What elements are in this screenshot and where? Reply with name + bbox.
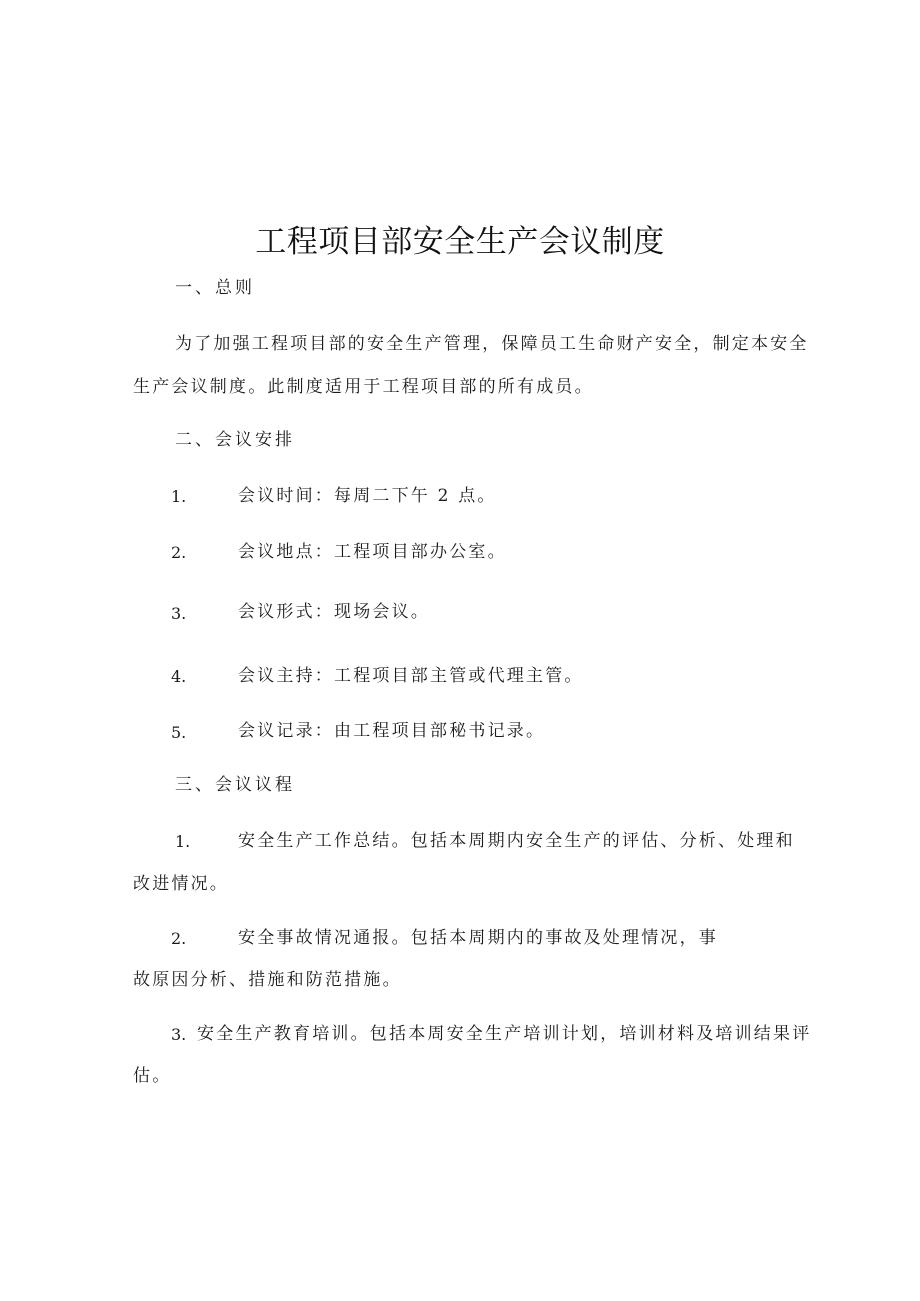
agenda-item-incident-line-1: 安全事故情况通报。包括本周期内的事故及处理情况，事	[238, 928, 718, 948]
agenda-item-summary-line-2: 改进情况。	[133, 874, 229, 894]
section-heading-general: 一、总则	[175, 278, 255, 298]
section-heading-agenda: 三、会议议程	[175, 775, 295, 795]
arrangement-item-number: 4.	[171, 667, 187, 686]
agenda-item-training-line-2: 估。	[133, 1066, 172, 1086]
agenda-item-number: 1.	[175, 832, 191, 851]
agenda-item-summary-line-1: 安全生产工作总结。包括本周期内安全生产的评估、分析、处理和	[238, 831, 795, 851]
arrangement-item-number: 1.	[171, 487, 187, 506]
section-heading-arrangement: 二、会议安排	[175, 430, 295, 450]
agenda-item-training-line-1: 安全生产教育培训。包括本周安全生产培训计划，培训材料及培训结果评	[197, 1024, 812, 1044]
arrangement-item-number: 3.	[171, 604, 187, 623]
agenda-item-incident-line-2: 故原因分析、措施和防范措施。	[133, 970, 402, 990]
arrangement-item-number: 2.	[171, 543, 187, 562]
arrangement-item-format: 会议形式：现场会议。	[238, 602, 430, 622]
general-paragraph-line-2: 生产会议制度。此制度适用于工程项目部的所有成员。	[133, 377, 594, 397]
agenda-item-number: 2.	[171, 929, 187, 948]
arrangement-item-number: 5.	[171, 723, 187, 742]
agenda-item-number: 3.	[171, 1025, 187, 1044]
arrangement-item-host: 会议主持：工程项目部主管或代理主管。	[238, 666, 584, 686]
document-title: 工程项目部安全生产会议制度	[255, 224, 665, 260]
general-paragraph-line-1: 为了加强工程项目部的安全生产管理，保障员工生命财产安全，制定本安全	[175, 334, 809, 354]
arrangement-item-location: 会议地点：工程项目部办公室。	[238, 542, 507, 562]
arrangement-item-time: 会议时间：每周二下午 2 点。	[238, 486, 497, 506]
arrangement-item-record: 会议记录：由工程项目部秘书记录。	[238, 721, 546, 741]
